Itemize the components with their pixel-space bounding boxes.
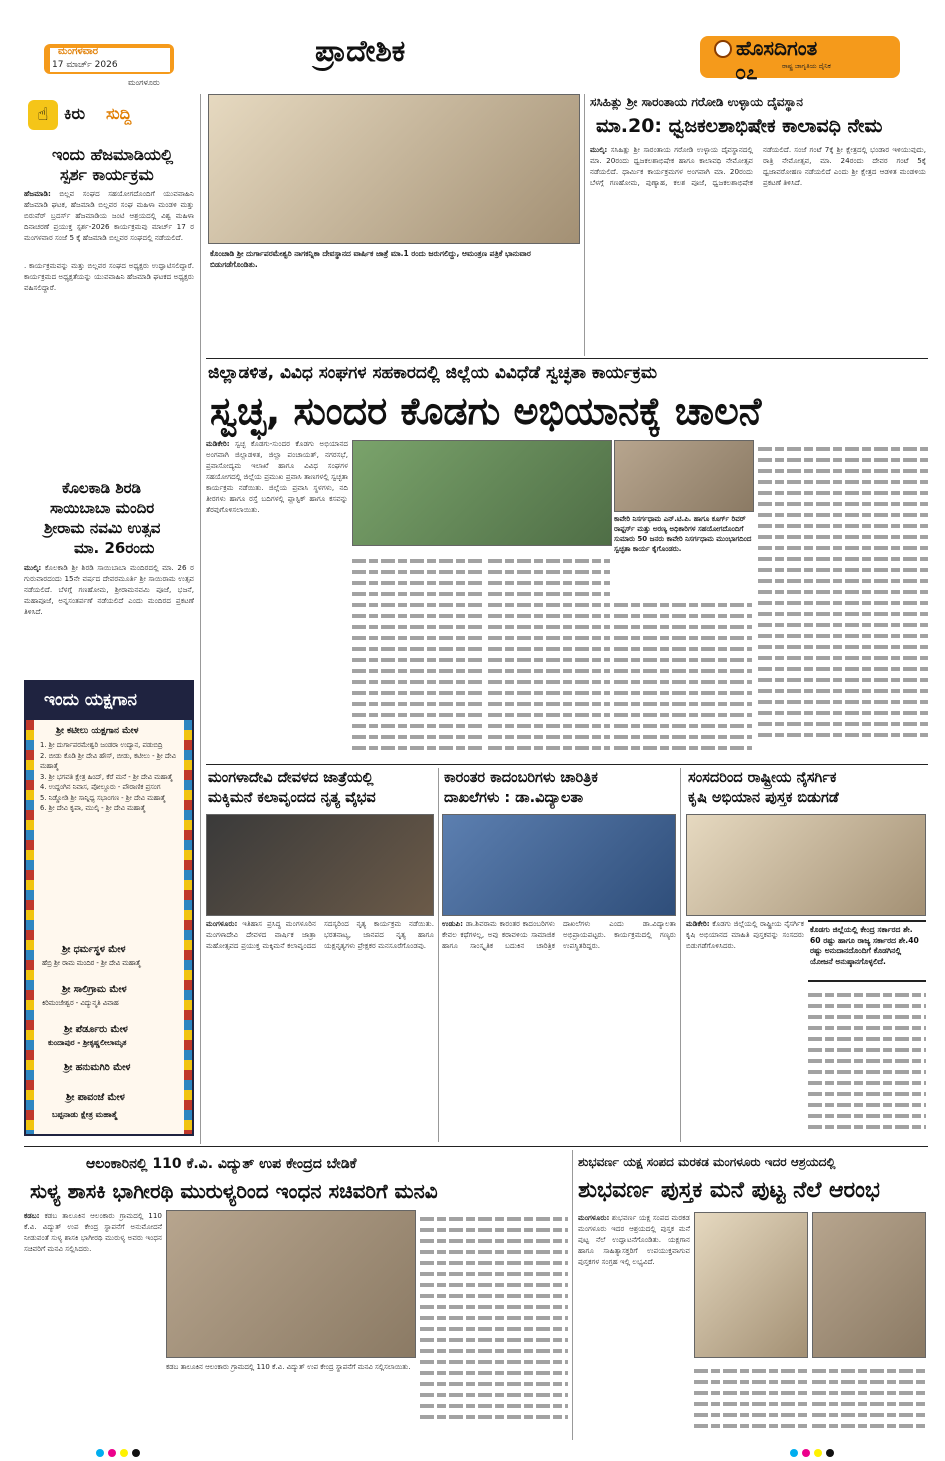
swachhata-text-col2 (352, 552, 484, 762)
karantha-body: ಡಾ.ಶಿವರಾಮ ಕಾರಂತರ ಕಾದಂಬರಿಗಳು ಕೇವಲ ಕಥೆಗಳಲ್ಲ, ಅವು ಕರಾವಳಿಯ ಸಾಮಾಜಿಕ ಹಾಗೂ ಸಾಂಸ್ಕೃತಿಕ ಬದುಕಿನ ಚಾರಿತ್ರಿಕ ದಾಖಲೆಗಳು ಎಂದು ಡಾ.ವಿದ್ಯಾಲತಾ ಅಭಿಪ್ರಾಯಪಟ್ಟರು. ಕಾರ್ಯಕ್ರಮದಲ್ಲಿ ಗಣ್ಯರು ಉಪಸ್ಥಿತರಿದ್ದರು. (442, 919, 676, 950)
kiru-p2: ಕೊಲಕಾಡಿ ಶ್ರೀ ಶಿರಡಿ ಸಾಯಿಬಾಬಾ ಮಂದಿರದಲ್ಲಿ ಮಾ. 26 ರ ಗುರುವಾರದಂದು 15ನೇ ವರ್ಷದ ದೇವರಮೂರ್ತಿ ಶ್ರೀ ಸಾಯಿರಾಮ ಉತ್ಸವ ನಡೆಯಲಿದೆ. ಬೆಳಗ್ಗೆ ಗಣಹೋಮ, ಶ್ರೀರಾಮನವಮಿ ಪೂಜೆ, ಭಜನೆ, ಮಹಾಪೂಜೆ, ಅನ್ನಸಂತರ್ಪಣೆ ನಡೆಯಲಿದೆ ಎಂದು ಮಂದಿರದ ಪ್ರಕಟಣೆ ತಿಳಿಸಿದೆ. (24, 563, 194, 616)
kiru-h2b: ಸಾಯಿಬಾಬಾ ಮಂದಿರ (50, 499, 155, 517)
krishi-body: ಕೊಡಗು ಜಿಲ್ಲೆಯಲ್ಲಿ ರಾಷ್ಟ್ರೀಯ ನೈಸರ್ಗಿಕ ಕೃಷಿ ಅಭಿಯಾನದ ಮಾಹಿತಿ ಪುಸ್ತಕವನ್ನು ಸಂಸದರು ಬಿಡುಗಡೆಗೊಳಿಸಿದರು. (686, 919, 804, 950)
pustaka-photo-2 (812, 1212, 926, 1358)
yakshagana-box (24, 680, 194, 1136)
left-column-rule (200, 94, 201, 1144)
karantha-event-photo (442, 814, 676, 916)
venue-item: 6. ಶ್ರೀ ದೇವಿ ಕೃಪಾ, ಮುಲ್ಕಿ - ಶ್ರೀ ದೇವಿ ಮಹಾತ್ಮೆ (40, 804, 146, 812)
venue-item: 5. ನಿಡ್ಡೋಡಿ ಶ್ರೀ ಸಾನ್ನಿಧ್ಯ ಸಭಾಂಗಣ - ಶ್ರೀ ದೇವಿ ಮಹಾತ್ಮೆ (40, 793, 166, 802)
swachhata-photo-1 (352, 440, 612, 546)
registration-marks-right (790, 1442, 850, 1454)
temple-body: ಸಸಿಹಿತ್ಲು ಶ್ರೀ ಸಾರಂತಾಯ ಗರೋಡಿ ಉಳ್ಳಾಯ ದೈವಸ್ಥಾನದಲ್ಲಿ ಮಾ. 20ರಂದು ಧ್ವಜಕಲಶಾಭಿಷೇಕ ಹಾಗೂ ಕಾಲಾವಧಿ ನೇಮೋತ್ಸವ ನಡೆಯಲಿದೆ. ಧಾರ್ಮಿಕ ಕಾರ್ಯಕ್ರಮಗಳ ಅಂಗವಾಗಿ ಮಾ. 20ರಂದು ಬೆಳಗ್ಗೆ ಗಣಹೋಮ, ಪುಣ್ಯಾಹ, ಕಲಶ ಪೂಜೆ, ಧ್ವಜಕಲಶಾಭಿಷೇಕ ನಡೆಯಲಿದೆ. ಸಂಜೆ ಗಂಟೆ 7ಕ್ಕೆ ಶ್ರೀ ಕ್ಷೇತ್ರದಲ್ಲಿ ಭಂಡಾರ ಇಳಿಯುವುದು, ರಾತ್ರಿ ನೇಮೋತ್ಸವ, ಮಾ. 24ರಂದು ದೇವರ ಗಂಟೆ 5ಕ್ಕೆ ಧ್ವಜಾವರೋಹಣ ನಡೆಯಲಿದೆ ಎಂದು ಶ್ರೀ ಕ್ಷೇತ್ರದ ಆಡಳಿತ ಮಂಡಳಿಯ ಪ್ರಕಟಣೆ ತಿಳಿಸಿದೆ. (590, 145, 926, 187)
karantha-headline-b: ದಾಖಲೆಗಳು : ಡಾ.ವಿದ್ಯಾಲತಾ (444, 790, 584, 806)
krishi-book-photo (686, 814, 926, 916)
swachhata-headline: ಸ್ವಚ್ಛ, ಸುಂದರ ಕೊಡಗು ಅಭಿಯಾನಕ್ಕೆ ಚಾಲನೆ (210, 389, 762, 433)
konchadi-temple-photo (208, 94, 580, 244)
devi-body: ಇತಿಹಾಸ ಪ್ರಸಿದ್ಧ ಮಂಗಳೂರಿನ ಮಂಗಳಾದೇವಿ ದೇವಳದ ವಾರ್ಷಿಕ ಜಾತ್ರಾ ಮಹೋತ್ಸವದ ಪ್ರಯುಕ್ತ ಮಕ್ಕಿಮನೆ ಕಲಾವೃಂದದ ಸದಸ್ಯರಿಂದ ನೃತ್ಯ ಕಾರ್ಯಕ್ರಮ ನಡೆಯಿತು. ಭರತನಾಟ್ಯ, ಜಾನಪದ ನೃತ್ಯ ಹಾಗೂ ಯಕ್ಷನೃತ್ಯಗಳು ಪ್ರೇಕ್ಷಕರ ಮನಸೂರೆಗೊಂಡವು. (206, 919, 434, 950)
sullia-photo (166, 1210, 416, 1358)
swachhata-photo-caption: ಕಾವೇರಿ ನಿಸರ್ಗಧಾಮ ಎನ್.ಟಿ.ಪಿ. ಹಾಗೂ ಕೂರ್ಗ್ ರಿವರ್ ರಾಫ್ಟರ್ಸ್ ಮತ್ತು ಅರಣ್ಯ ಅಧಿಕಾರಿಗಳ ಸಹಯೋಗದೊಂದಿಗೆ ಸುಮಾರು 50 ಜನರು ಕಾವೇರಿ ನಿಸರ್ಗಧಾಮ ಮುಂಭಾಗದಿಂದ ಸ್ವಚ್ಛತಾ ಕಾರ್ಯ ಕೈಗೊಂಡರು. (614, 515, 752, 553)
swachhata-col1: ಸ್ವಚ್ಛ ಕೊಡಗು-ಸುಂದರ ಕೊಡಗು ಅಭಿಯಾನದ ಅಂಗವಾಗಿ ಜಿಲ್ಲಾಡಳಿತ, ಜಿಲ್ಲಾ ಪಂಚಾಯತ್, ನಗರಸಭೆ, ಪ್ರವಾಸೋದ್ಯಮ ಇಲಾಖೆ ಹಾಗೂ ವಿವಿಧ ಸಂಘಗಳ ಸಹಯೋಗದಲ್ಲಿ ಜಿಲ್ಲೆಯ ಪ್ರಮುಖ ಪ್ರವಾಸಿ ತಾಣಗಳಲ್ಲಿ ಸ್ವಚ್ಛತಾ ಕಾರ್ಯಕ್ರಮ ನಡೆಯಿತು. ಜಿಲ್ಲೆಯ ಪ್ರವಾಸಿ ಸ್ಥಳಗಳು, ನದಿ ತೀರಗಳು ಹಾಗೂ ರಸ್ತೆ ಬದಿಗಳಲ್ಲಿ ಪ್ಲಾಸ್ಟಿಕ್ ಹಾಗೂ ಕಸವನ್ನು ತೆರವುಗೊಳಿಸಲಾಯಿತು. (206, 439, 348, 514)
kiru-h2d: ಮಾ. 26ರಂದು (74, 539, 155, 557)
swachhata-kicker: ಜಿಲ್ಲಾಡಳಿತ, ವಿವಿಧ ಸಂಘಗಳ ಸಹಕಾರದಲ್ಲಿ ಜಿಲ್ಲೆಯ ವಿವಿಧೆಡೆ ಸ್ವಚ್ಛತಾ ಕಾರ್ಯಕ್ರಮ (208, 363, 658, 383)
troupe-perdoor-place: ಕುಂದಾಪುರ - ಶ್ರೀಕೃಷ್ಣಲೀಲಾಮೃತ (48, 1038, 127, 1047)
troupe-perdoor: ಶ್ರೀ ಪೆರ್ಡೂರು ಮೇಳ (64, 1024, 128, 1035)
pustaka-text-col3 (812, 1362, 926, 1438)
swachhata-photo-2 (614, 440, 754, 512)
venue-item: 1. ಶ್ರೀ ದುರ್ಗಾಪರಮೇಶ್ವರಿ ಜಂಡರಾ ಉದ್ಯಾನ, ಪಡುಬಿದ್ರಿ (40, 741, 163, 749)
rule-middle-row (206, 764, 928, 765)
krishi-dateline: ಮಡಿಕೇರಿ: (686, 919, 710, 928)
krishi-text-col2 (808, 986, 926, 1140)
temple-headline: ಮಾ.20: ಧ್ವಜಕಲಶಾಭಿಷೇಕ ಕಾಲಾವಧಿ ನೇಮ (596, 115, 883, 137)
mid-rule-2 (680, 768, 681, 1142)
yakshagana-title: ಇಂದು ಯಕ್ಷಗಾನ (44, 690, 137, 710)
konchadi-photo-caption: ಕೊಂಚಾಡಿ ಶ್ರೀ ದುರ್ಗಾಪರಮೇಶ್ವರಿ ನಾಗಕನ್ನಿಕಾ ದೇವಸ್ಥಾನದ ವಾರ್ಷಿಕ ಜಾತ್ರೆ ಮಾ.1 ರಂದು ಜರುಗಲಿದ್ದು, ಆಮಂತ್ರಣ ಪತ್ರಿಕೆ ಭಾನುವಾರ ಬಿಡುಗಡೆಗೊಂಡಿತು. (210, 249, 531, 269)
krishi-headline-b: ಕೃಷಿ ಅಭಿಯಾನ ಪುಸ್ತಕ ಬಿಡುಗಡೆ (688, 790, 839, 806)
yakshagana-border-right (184, 720, 192, 1136)
temple-kicker: ಸಸಿಹಿತ್ಲು ಶ್ರೀ ಸಾರಂತಾಯ ಗರೋಡಿ ಉಳ್ಳಾಯ ದೈವಸ್ಥಾನ (590, 95, 803, 109)
yakshagana-header (26, 682, 192, 720)
page-number: ೦೭ (735, 60, 758, 84)
kiru-label-b: ಸುದ್ದಿ (106, 104, 132, 123)
troupe-saligrama: ಶ್ರೀ ಸಾಲಿಗ್ರಾಮ ಮೇಳ (62, 984, 127, 995)
pustaka-kicker: ಶುಭವರ್ಣ ಯಕ್ಷ ಸಂಪದ ಮರಕಡ ಮಂಗಳೂರು ಇದರ ಆಶ್ರಯದಲ್ಲಿ (578, 1155, 836, 1169)
pustaka-text-col2 (694, 1362, 808, 1438)
kiru-label-a: ಕಿರು (64, 104, 86, 123)
kiru-h2a: ಕೊಲಕಾಡಿ ಶಿರಡಿ (62, 479, 141, 497)
troupe-pavanje-place: ಬಪ್ಪನಾಡು ಕ್ಷೇತ್ರ ಮಹಾತ್ಮೆ (52, 1110, 118, 1119)
pustaka-dateline: ಮಂಗಳೂರು: (578, 1213, 610, 1222)
swachhata-dateline: ಮಡಿಕೇರಿ: (206, 439, 230, 448)
mid-rule-1 (438, 768, 439, 1142)
kiru-h1a: ಇಂದು ಹೆಜಮಾಡಿಯಲ್ಲಿ (52, 145, 174, 164)
day-label: ಮಂಗಳವಾರ (58, 46, 99, 57)
pustaka-headline: ಶುಭವರ್ಣ ಪುಸ್ತಕ ಮನೆ ಪುಟ್ಟ ನೆಲೆ ಆರಂಭ (578, 1178, 880, 1203)
troupe-hanumagiri: ಶ್ರೀ ಹನುಮಗಿರಿ ಮೇಳ (64, 1062, 131, 1073)
krishi-fact-text: ಕೊಡಗು ಜಿಲ್ಲೆಯಲ್ಲಿ ಕೇಂದ್ರ ಸರ್ಕಾರದ ಶೇ. 60 ರಷ್ಟು ಹಾಗೂ ರಾಜ್ಯ ಸರ್ಕಾರದ ಶೇ.40 ರಷ್ಟು ಅನುದಾನದೊಂದಿಗೆ ಕೊಡಗಿನಲ್ಲಿ ಯೋಜನೆ ಅನುಷ್ಠಾನಗೊಳ್ಳಲಿದೆ. (810, 925, 919, 966)
troupe-kateel: ಶ್ರೀ ಕಟೀಲು ಯಕ್ಷಗಾನ ಮೇಳ (56, 726, 139, 736)
sullia-kicker: ಆಲಂಕಾರಿನಲ್ಲಿ 110 ಕೆ.ವಿ. ವಿದ್ಯುತ್ ಉಪ ಕೇಂದ್ರದ ಬೇಡಿಕೆ (86, 1156, 357, 1172)
venue-item: 3. ಶ್ರೀ ಭಗವತಿ ಕ್ಷೇತ್ರ ಹಿಂದ್, ಕೆರೆ ಮನೆ - ಶ್ರೀ ದೇವಿ ಮಹಾತ್ಮೆ (40, 772, 173, 781)
krishi-fact-box (808, 920, 926, 982)
masthead (0, 0, 945, 88)
karantha-dateline: ಉಡುಪಿ: (442, 919, 464, 928)
kiru-h2c: ಶ್ರೀರಾಮ ನವಮಿ ಉತ್ಸವ (44, 519, 161, 537)
devi-headline-a: ಮಂಗಳಾದೇವಿ ದೇವಳದ ಜಾತ್ರೆಯಲ್ಲಿ (208, 770, 374, 786)
devi-dateline: ಮಂಗಳೂರು: (206, 919, 238, 928)
kiru-dateline2: ಮುಲ್ಕಿ: (24, 563, 42, 572)
date-label: 17 ಮಾರ್ಚ್ 2026 (52, 60, 118, 70)
kiru-h1b: ಸ್ಪರ್ಶ ಕಾರ್ಯಕ್ರಮ (60, 165, 154, 184)
troupe-dharmasthala-place: ಹೆಬ್ರಿ ಶ್ರೀ ರಾಮ ಮಂದಿರ - ಶ್ರೀ ದೇವಿ ಮಹಾತ್ಮೆ (42, 959, 141, 967)
troupe-dharmasthala: ಶ್ರೀ ಧರ್ಮಸ್ಥಳ ಮೇಳ (62, 944, 126, 955)
city-label: ಮಂಗಳೂರು (128, 78, 160, 87)
troupe-saligrama-place: ಕಿರಿಮಂಜೇಶ್ವರ - ವಿದ್ಯುನ್ಮತಿ ವಿವಾಹ (42, 999, 119, 1007)
kiru-p1b: . ಕಾರ್ಯಕ್ರಮವನ್ನು ಮತ್ತು ಬಿಲ್ಲವರ ಸಂಘದ ಅಧ್ಯಕ್ಷರು ಉದ್ಘಾಟಿಸಲಿದ್ದಾರೆ. ಕಾರ್ಯಕ್ರಮದ ಅಧ್ಯಕ್ಷತೆಯನ್ನು ಯುವವಾಹಿನಿ ಹೆಜಮಾಡಿ ಘಟಕದ ಅಧ್ಯಕ್ಷರು ವಹಿಸಲಿದ್ದಾರೆ. (24, 261, 194, 292)
kiru-suddi-column (22, 94, 196, 672)
section-title: ಪ್ರಾದೇಶಿಕ (315, 34, 406, 69)
swachhata-text-col5 (758, 440, 928, 762)
kiru-dateline1: ಹೆಜಮಾಡಿ: (24, 189, 51, 198)
karantha-headline-a: ಕಾರಂತರ ಕಾದಂಬರಿಗಳು ಚಾರಿತ್ರಿಕ (444, 770, 598, 786)
registration-marks-left (96, 1442, 156, 1454)
sullia-text-col3 (420, 1210, 568, 1438)
hand-icon: ☝ (28, 100, 58, 130)
devi-headline-b: ಮಕ್ಕಿಮನೆ ಕಲಾವೃಂದದ ನೃತ್ಯ ವೈಭವ (208, 790, 376, 806)
venue-item: 4. ಉದ್ದಂಗಿನ ನಿವಾಸ, ಪೋಲ್ದೂರು - ಪೌರಾಣಿಕ ಪ್ರಸಂಗ (40, 783, 161, 791)
rule-bottom-row (24, 1146, 928, 1147)
troupe-pavanje: ಶ್ರೀ ಪಾವಂಜೆ ಮೇಳ (66, 1092, 125, 1103)
sullia-body: ಕಡಬ ತಾಲೂಕಿನ ಆಲಂಕಾರು ಗ್ರಾಮದಲ್ಲಿ 110 ಕೆ.ವಿ. ವಿದ್ಯುತ್ ಉಪ ಕೇಂದ್ರ ಸ್ಥಾಪನೆಗೆ ಅನುಮೋದನೆ ನೀಡುವಂತೆ ಸುಳ್ಯ ಶಾಸಕಿ ಭಾಗೀರಥಿ ಮುರುಳ್ಯ ಅವರು ಇಂಧನ ಸಚಿವರಿಗೆ ಮನವಿ ಸಲ್ಲಿಸಿದರು. (24, 1211, 162, 1253)
yakshagana-list (40, 740, 182, 814)
pustaka-photo-1 (694, 1212, 808, 1358)
swachhata-text-col3 (488, 552, 610, 762)
krishi-headline-a: ಸಂಸದರಿಂದ ರಾಷ್ಟ್ರೀಯ ನೈಸರ್ಗಿಕ (688, 770, 837, 786)
sullia-headline: ಸುಳ್ಯ ಶಾಸಕಿ ಭಾಗೀರಥಿ ಮುರುಳ್ಯರಿಂದ ಇಂಧನ ಸಚಿವರಿಗೆ ಮನವಿ (30, 1179, 438, 1203)
kiru-badge (28, 96, 148, 136)
bottom-mid-rule (572, 1150, 573, 1440)
pustaka-body: ಶುಭವರ್ಣ ಯಕ್ಷ ಸಂಪದ ಮರಕಡ ಮಂಗಳೂರು ಇದರ ಆಶ್ರಯದಲ್ಲಿ ಪುಸ್ತಕ ಮನೆ ಪುಟ್ಟ ನೆಲೆ ಉದ್ಘಾಟನೆಗೊಂಡಿತು. ಯಕ್ಷಗಾನ ಹಾಗೂ ಸಾಹಿತ್ಯಾಸಕ್ತರಿಗೆ ಉಪಯುಕ್ತವಾಗುವ ಪುಸ್ತಕಗಳ ಸಂಗ್ರಹ ಇಲ್ಲಿ ಲಭ್ಯವಿದೆ. (578, 1213, 690, 1266)
sullia-photo-caption: ಕಡಬ ತಾಲೂಕಿನ ಆಲಂಕಾರು ಗ್ರಾಮದಲ್ಲಿ 110 ಕೆ.ವಿ. ವಿದ್ಯುತ್ ಉಪ ಕೇಂದ್ರ ಸ್ಥಾಪನೆಗೆ ಮನವಿ ಸಲ್ಲಿಸಲಾಯಿತು. (166, 1363, 411, 1371)
logo-emblem-icon (714, 40, 732, 58)
kiru-p1: ಬಿಲ್ಲವ ಸಂಘದ ಸಹಯೋಗದೊಂದಿಗೆ ಯುವವಾಹಿನಿ ಹೆಜಮಾಡಿ ಘಟಕ, ಹೆಜಮಾಡಿ ಬಿಲ್ಲವರ ಸಂಘ ಮಹಿಳಾ ಮಂಡಳಿ ಮತ್ತು ಬಿರುವೆರ್ ಬ್ರದರ್ಸ್ ಹೆಜಮಾಡಿಯ ಜಂಟಿ ಆಶ್ರಯದಲ್ಲಿ ವಿಶ್ವ ಮಹಿಳಾ ದಿನಾಚರಣೆ ಪ್ರಯುಕ್ತ ಸ್ಪರ್ಶ-2026 ಕಾರ್ಯಕ್ರಮವು ಮಾರ್ಚ್ 17 ರ ಮಂಗಳವಾರ ಸಂಜೆ 5 ಕ್ಕೆ ಹೆಜಮಾಡಿ ಬಿಲ್ಲವರ ಸಂಘದಲ್ಲಿ ನಡೆಯಲಿದೆ. (24, 189, 194, 242)
sullia-dateline: ಕಡಬ: (24, 1211, 40, 1220)
paper-tagline: ರಾಷ್ಟ್ರ ಜಾಗೃತಿಯ ದೈನಿಕ (782, 62, 831, 70)
swachhata-text-col4 (614, 596, 752, 762)
paper-name: ಹೊಸದಿಗಂತ (736, 36, 818, 60)
devi-dance-photo (206, 814, 434, 916)
venue-item: 2. ಬೀಡು ಕೊಡಿ ಶ್ರೀ ದೇವಿ ಹೌಸ್, ಬೀಡು, ಕಟೀಲು - ಶ್ರೀ ದೇವಿ ಮಹಾತ್ಮೆ (40, 751, 176, 770)
yakshagana-border-left (26, 720, 34, 1136)
top-mid-rule (584, 94, 585, 356)
rule-swachhata-top (206, 358, 928, 359)
temple-dateline: ಮುಲ್ಕಿ: (590, 145, 608, 154)
